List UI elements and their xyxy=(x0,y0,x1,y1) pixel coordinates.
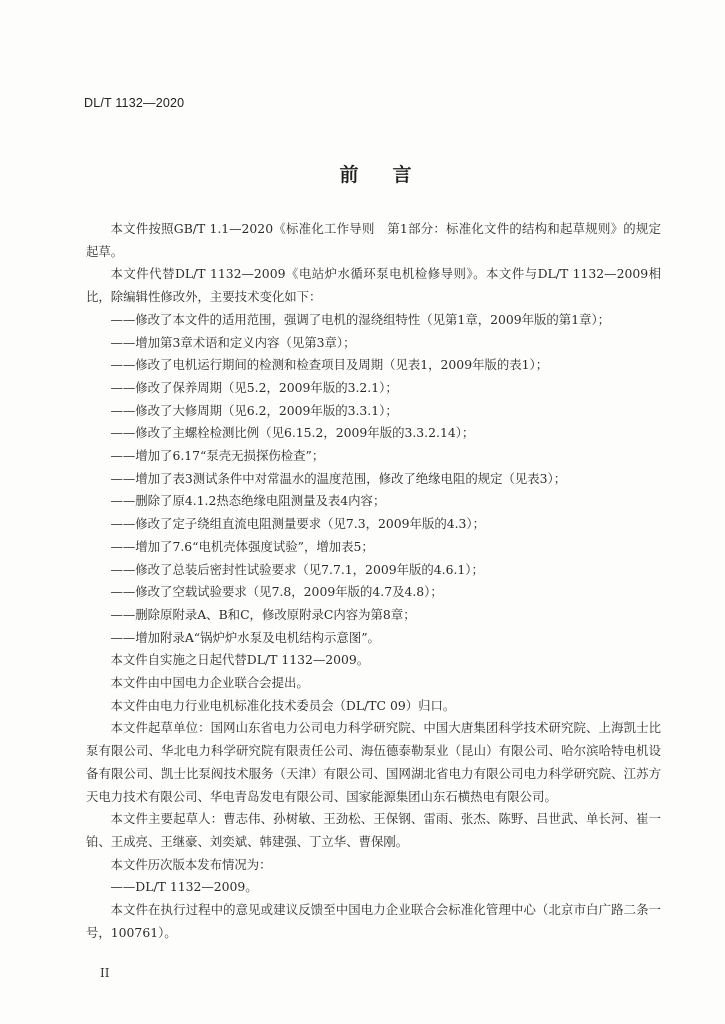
paragraph-replaces: 本文件代替DL/T 1132—2009《电站炉水循环泵电机检修导则》。本文件与DL/T 1132—2009相比，除编辑性修改外，主要技术变化如下： xyxy=(86,266,661,305)
paragraph-drafting-units: 本文件起草单位：国网山东省电力公司电力科学研究院、中国大唐集团科学技术研究院、上海凯士比泵有限公司、华北电力科学研究院有限责任公司、海伍德泰勒泵业（昆山）有限公司、哈尔滨哈特电机设备有限公司、凯士比泵阀技术服务（天津）有限公司、国网湖北省电力有限公司电力科学研究院、江苏方天电力技术有限公司、华电青岛发电有限公司、国家能源集团山东石横热电有限公司。 xyxy=(86,720,661,804)
change-item: ——修改了本文件的适用范围，强调了电机的湿绕组特性（见第1章，2009年版的第1章）； xyxy=(110,311,611,327)
change-item: ——修改了电机运行期间的检测和检查项目及周期（见表1，2009年版的表1）； xyxy=(110,357,549,373)
page-number: II xyxy=(100,966,110,980)
change-item: ——删除原附录A、B和C，修改原附录C内容为第8章； xyxy=(110,606,416,622)
paragraph-centralized-by: 本文件由电力行业电机标准化技术委员会（DL/TC 09）归口。 xyxy=(110,697,456,713)
change-item: ——增加了7.6“电机壳体强度试验”，增加表5； xyxy=(110,538,374,554)
change-item: ——增加第3章术语和定义内容（见第3章）； xyxy=(110,334,356,350)
foreword-body xyxy=(86,218,661,945)
paragraph-drafters: 本文件主要起草人：曹志伟、孙树敏、王劲松、王保钢、雷雨、张杰、陈野、吕世武、单长河、崔一铂、王成亮、王继豪、刘奕斌、韩建强、丁立华、曹保刚。 xyxy=(86,811,661,849)
change-item: ——修改了大修周期（见6.2，2009年版的3.3.1）； xyxy=(110,402,398,418)
paragraph-supersedes: 本文件自实施之日起代替DL/T 1132—2009。 xyxy=(110,652,370,668)
paragraph-drafting-rules: 本文件按照GB/T 1.1—2020《标准化工作导则 第1部分：标准化文件的结构和起草规则》的规定起草。 xyxy=(86,221,661,259)
change-item: ——修改了保养周期（见5.2，2009年版的3.2.1）； xyxy=(110,379,398,395)
change-item: ——修改了主螺栓检测比例（见6.15.2，2009年版的3.3.2.14）； xyxy=(110,425,475,441)
change-item: ——修改了总装后密封性试验要求（见7.7.1，2009年版的4.6.1）； xyxy=(110,561,484,577)
change-item: ——删除了原4.1.2热态绝缘电阻测量及表4内容； xyxy=(110,493,386,509)
paragraph-proposed-by: 本文件由中国电力企业联合会提出。 xyxy=(110,675,309,691)
change-item: ——增加附录A“锅炉炉水泵及电机结构示意图”。 xyxy=(110,629,380,645)
change-item: ——修改了空载试验要求（见7.8，2009年版的4.7及4.8）； xyxy=(110,584,443,600)
standard-code: DL/T 1132—2020 xyxy=(84,96,185,110)
paragraph-version-history: 本文件历次版本发布情况为： xyxy=(110,856,272,872)
page-title: 前言 xyxy=(339,164,446,186)
change-item: ——增加了表3测试条件中对常温水的温度范围，修改了绝缘电阻的规定（见表3）； xyxy=(110,470,567,486)
change-item: ——修改了定子绕组直流电阻测量要求（见7.3，2009年版的4.3）； xyxy=(110,516,486,532)
change-item: ——增加了6.17“泵壳无损探伤检查”； xyxy=(110,448,325,464)
version-item: ——DL/T 1132—2009。 xyxy=(110,879,258,895)
paragraph-feedback: 本文件在执行过程中的意见或建议反馈至中国电力企业联合会标准化管理中心（北京市白广路二条一号，100761）。 xyxy=(86,902,661,940)
